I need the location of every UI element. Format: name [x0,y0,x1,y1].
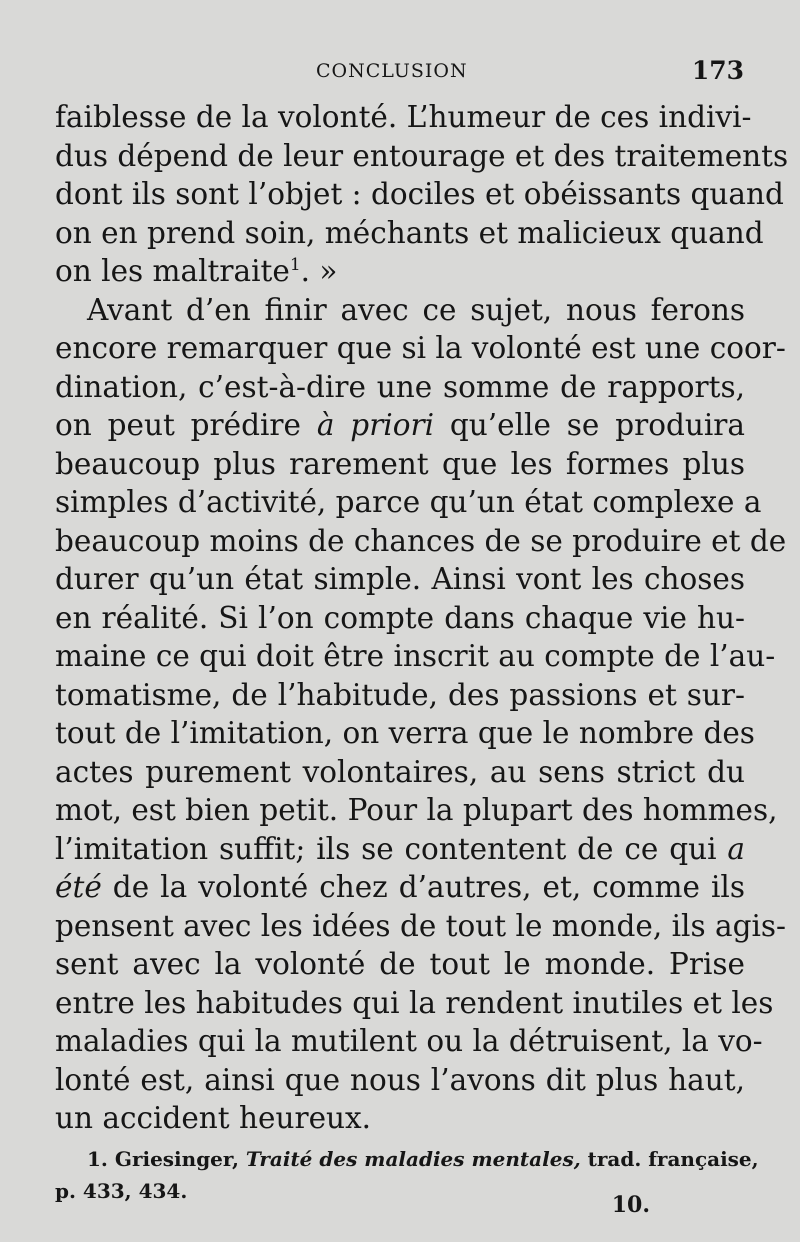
text-run: tomatisme, de l’habitude, des passions et sur- [55,677,745,712]
text-run: l’imitation suffit; ils se contentent de ce qui [55,831,728,866]
footnote-rest: trad. française, [587,1147,759,1171]
text-line [55,522,787,561]
text-run: de la volonté chez d’autres, et, comme ils [101,870,745,904]
text-run: Avant d’en finir avec ce sujet, nous ferons [87,292,745,327]
text-line [55,868,745,907]
footnote-ref[interactable]: 1 [289,255,301,276]
text-run: un accident heureux. [55,1101,372,1135]
text-line [55,1022,763,1061]
text-line [55,945,745,984]
footnote-pages: p. 433, 434. [55,1179,188,1203]
text-run: actes purement volontaires, au sens strict du [55,754,745,789]
text-line [55,291,745,330]
text-line [55,175,784,214]
text-line [55,483,762,522]
text-line [55,329,786,368]
text-line [55,137,789,176]
text-line [55,984,774,1023]
text-run: dus dépend de leur entourage et des traitements [55,138,789,173]
text-line [55,753,745,792]
text-run: mot, est bien petit. Pour la plupart des hommes, [55,793,778,827]
italic-text: a [727,831,745,866]
text-run: beaucoup plus rarement que les formes plus [55,446,745,481]
text-run: en réalité. Si l’on compte dans chaque vie hu- [55,600,745,635]
text-line [55,637,776,676]
text-line [55,714,755,753]
text-run: maladies qui la mutilent ou la détruisent, la vo- [55,1024,763,1058]
text-line [55,214,764,253]
text-run: durer qu’un état simple. Ainsi vont les choses [55,562,745,596]
text-line [55,252,745,291]
text-line [55,830,745,869]
italic-text: à priori [316,408,435,442]
text-line [55,791,778,830]
footnote [55,1143,759,1207]
text-run: on en prend soin, méchants et malicieux quand [55,215,764,250]
text-run: simples d’activité, parce qu’un état complexe a [55,485,762,519]
footnote-line [55,1143,759,1175]
body-text [55,98,789,1138]
text-run: sent avec la volonté de tout le monde. Prise [55,947,745,981]
printer-signature: 10. [611,1192,650,1218]
text-run: on peut prédire [55,408,317,442]
text-run: dination, c’est-à-dire une somme de rapports, [55,369,745,404]
text-run: lonté est, ainsi que nous l’avons dit plus haut, [55,1062,745,1097]
text-line [55,368,745,407]
running-head: CONCLUSION [316,60,468,82]
text-line [55,1061,745,1100]
text-line [55,907,787,946]
footnote-title: Traité des maladies mentales, [245,1147,581,1171]
text-run: beaucoup moins de chances de se produire et de [55,523,787,558]
text-run: tout de l’imitation, on verra que le nombre des [55,716,755,750]
footnote-author: Griesinger, [114,1147,239,1171]
text-run: pensent avec les idées de tout le monde, ils agis- [55,908,787,943]
text-run: dont ils sont l’objet : dociles et obéissants quand [55,177,784,211]
text-run: entre les habitudes qui la rendent inutiles et les [55,985,774,1020]
page-header [0,56,800,90]
text-run: . » [300,254,338,288]
text-run: faiblesse de la volonté. L’humeur de ces indivi- [55,100,752,134]
italic-text: été [55,870,102,904]
text-line [55,98,752,137]
text-line [55,406,745,445]
text-line [55,599,745,638]
text-run: maine ce qui doit être inscrit au compte de l’au- [55,639,776,673]
text-line [55,560,745,599]
text-run: encore remarquer que si la volonté est une coor- [55,331,786,365]
page-number: 173 [691,56,744,85]
text-line [55,676,745,715]
text-line [55,445,745,484]
text-run: on les maltraite [55,254,290,288]
text-run: qu’elle se produira [434,408,745,442]
text-line [55,1099,745,1138]
footnote-number: 1. [87,1147,108,1171]
